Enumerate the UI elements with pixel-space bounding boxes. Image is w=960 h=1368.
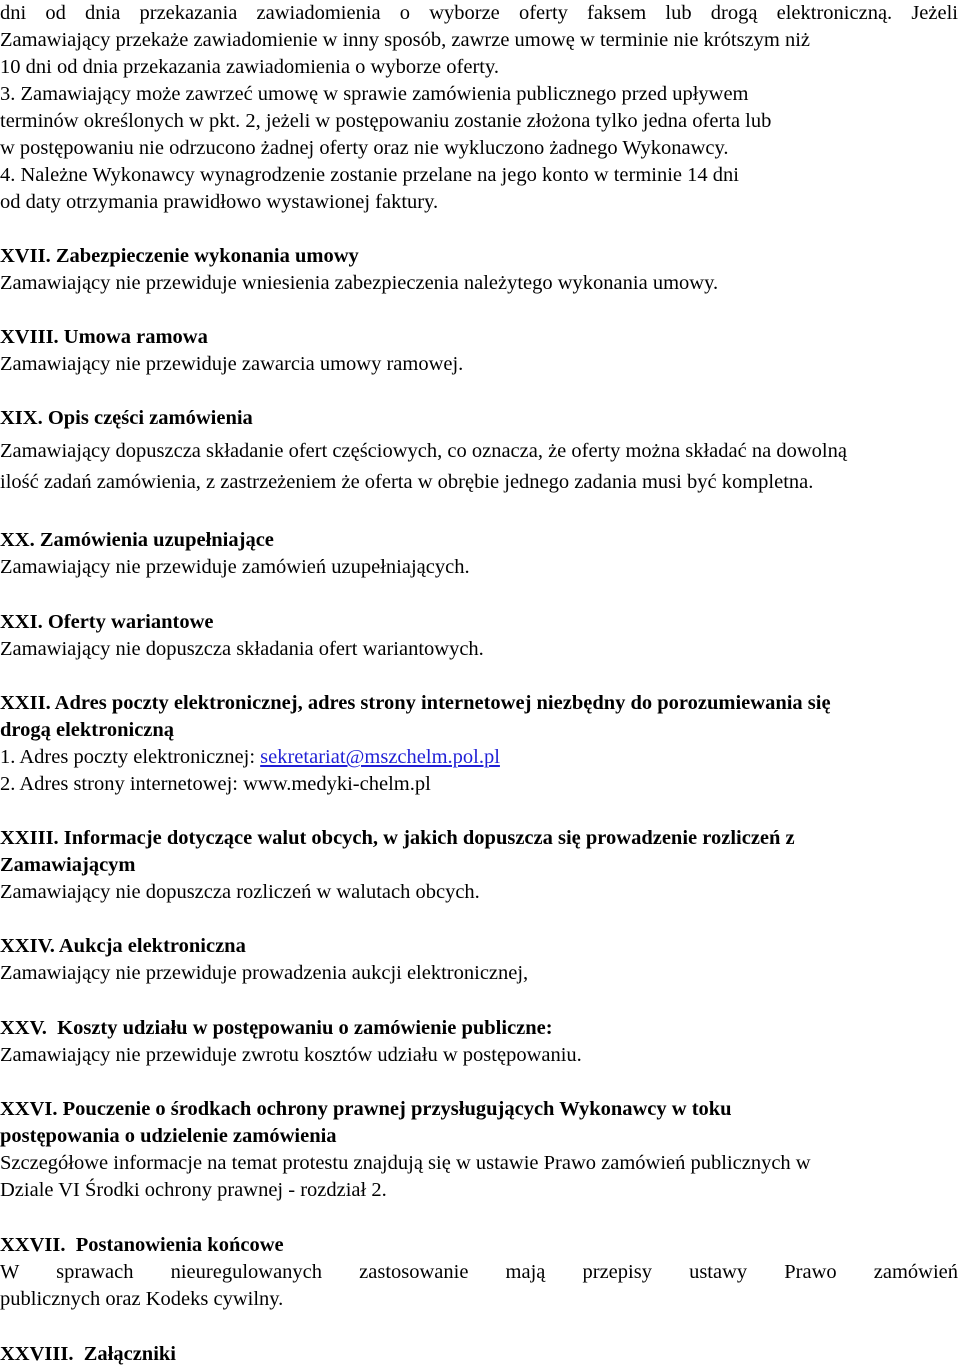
- section-xxiv-body: Zamawiający nie przewiduje prowadzenia aukcji elektronicznej,: [0, 962, 529, 984]
- section-xxvi-title-line-2: postępowania o udzielenie zamówienia: [0, 1125, 337, 1147]
- section-xxviii-title: XXVIII. Załączniki: [0, 1343, 176, 1365]
- section-xvii-body: Zamawiający nie przewiduje wniesienia zabezpieczenia należytego wykonania umowy.: [0, 272, 719, 294]
- point-3-line-3: w postępowaniu nie odrzucono żadnej oferty oraz nie wykluczono żadnego Wykonawcy.: [0, 137, 729, 159]
- point-3-line-2: terminów określonych w pkt. 2, jeżeli w postępowaniu zostanie złożona tylko jedna oferta lub: [0, 110, 772, 132]
- section-xxvi-title-line-1: XXVI. Pouczenie o środkach ochrony prawnej przysługujących Wykonawcy w toku: [0, 1098, 732, 1120]
- point-4-line-2: od daty otrzymania prawidłowo wystawionej faktury.: [0, 191, 439, 213]
- section-xxiii-body: Zamawiający nie dopuszcza rozliczeń w walutach obcych.: [0, 881, 480, 903]
- section-xxiv-title: XXIV. Aukcja elektroniczna: [0, 935, 246, 957]
- section-xxi-body: Zamawiający nie dopuszcza składania ofert wariantowych.: [0, 638, 484, 660]
- section-xxii-title-line-1: XXII. Adres poczty elektronicznej, adres strony internetowej niezbędny do porozumiewania się: [0, 692, 831, 714]
- section-xxiii-title-line-2: Zamawiającym: [0, 854, 136, 876]
- intro-line-2: Zamawiający przekaże zawiadomienie w inny sposób, zawrze umowę w terminie nie krótszym niż: [0, 29, 811, 51]
- section-xxii-title-line-2: drogą elektroniczną: [0, 719, 175, 741]
- email-label: 1. Adres poczty elektronicznej:: [0, 746, 261, 768]
- section-xviii-body: Zamawiający nie przewiduje zawarcia umowy ramowej.: [0, 353, 464, 375]
- section-xxvi-body-line-2: Dziale VI Środki ochrony prawnej - rozdział 2.: [0, 1179, 387, 1201]
- section-xviii-title: XVIII. Umowa ramowa: [0, 326, 208, 348]
- section-xix-title: XIX. Opis części zamówienia: [0, 407, 253, 429]
- section-xxi-title: XXI. Oferty wariantowe: [0, 611, 214, 633]
- intro-line-1: dni od dnia przekazania zawiadomienia o wyborze oferty faksem lub drogą elektroniczną. Jeżeli: [0, 2, 958, 24]
- section-xxiii-title-line-1: XXIII. Informacje dotyczące walut obcych, w jakich dopuszcza się prowadzenie rozliczeń z: [0, 827, 795, 849]
- section-xvii-title: XVII. Zabezpieczenie wykonania umowy: [0, 245, 359, 267]
- point-3-line-1: 3. Zamawiający może zawrzeć umowę w sprawie zamówienia publicznego przed upływem: [0, 83, 749, 105]
- email-link[interactable]: sekretariat@mszchelm.pol.pl: [260, 746, 500, 768]
- section-xx-title: XX. Zamówienia uzupełniające: [0, 529, 274, 551]
- section-xxvii-body-line-1: W sprawach nieuregulowanych zastosowanie mają przepisy ustawy Prawo zamówień: [0, 1261, 958, 1283]
- section-xxvii-body-line-2: publicznych oraz Kodeks cywilny.: [0, 1288, 284, 1310]
- intro-line-3: 10 dni od dnia przekazania zawiadomienia o wyborze oferty.: [0, 56, 500, 78]
- point-4-line-1: 4. Należne Wykonawcy wynagrodzenie zostanie przelane na jego konto w terminie 14 dni: [0, 164, 739, 186]
- section-xix-body-line-2: ilość zadań zamówienia, z zastrzeżeniem że oferta w obrębie jednego zadania musi być kompletna.: [0, 471, 814, 493]
- section-xxv-title: XXV. Koszty udziału w postępowaniu o zamówienie publiczne:: [0, 1017, 553, 1039]
- section-xix-body-line-1: Zamawiający dopuszcza składanie ofert częściowych, co oznacza, że oferty można składać na dowolną: [0, 440, 847, 462]
- section-xxvii-title: XXVII. Postanowienia końcowe: [0, 1234, 284, 1256]
- section-xx-body: Zamawiający nie przewiduje zamówień uzupełniających.: [0, 556, 470, 578]
- email-row: [0, 744, 500, 770]
- website-row: 2. Adres strony internetowej: www.medyki-chelm.pl: [0, 773, 431, 795]
- section-xxv-body: Zamawiający nie przewiduje zwrotu kosztów udziału w postępowaniu.: [0, 1044, 582, 1066]
- section-xxvi-body-line-1: Szczegółowe informacje na temat protestu znajdują się w ustawie Prawo zamówień publicznych w: [0, 1152, 811, 1174]
